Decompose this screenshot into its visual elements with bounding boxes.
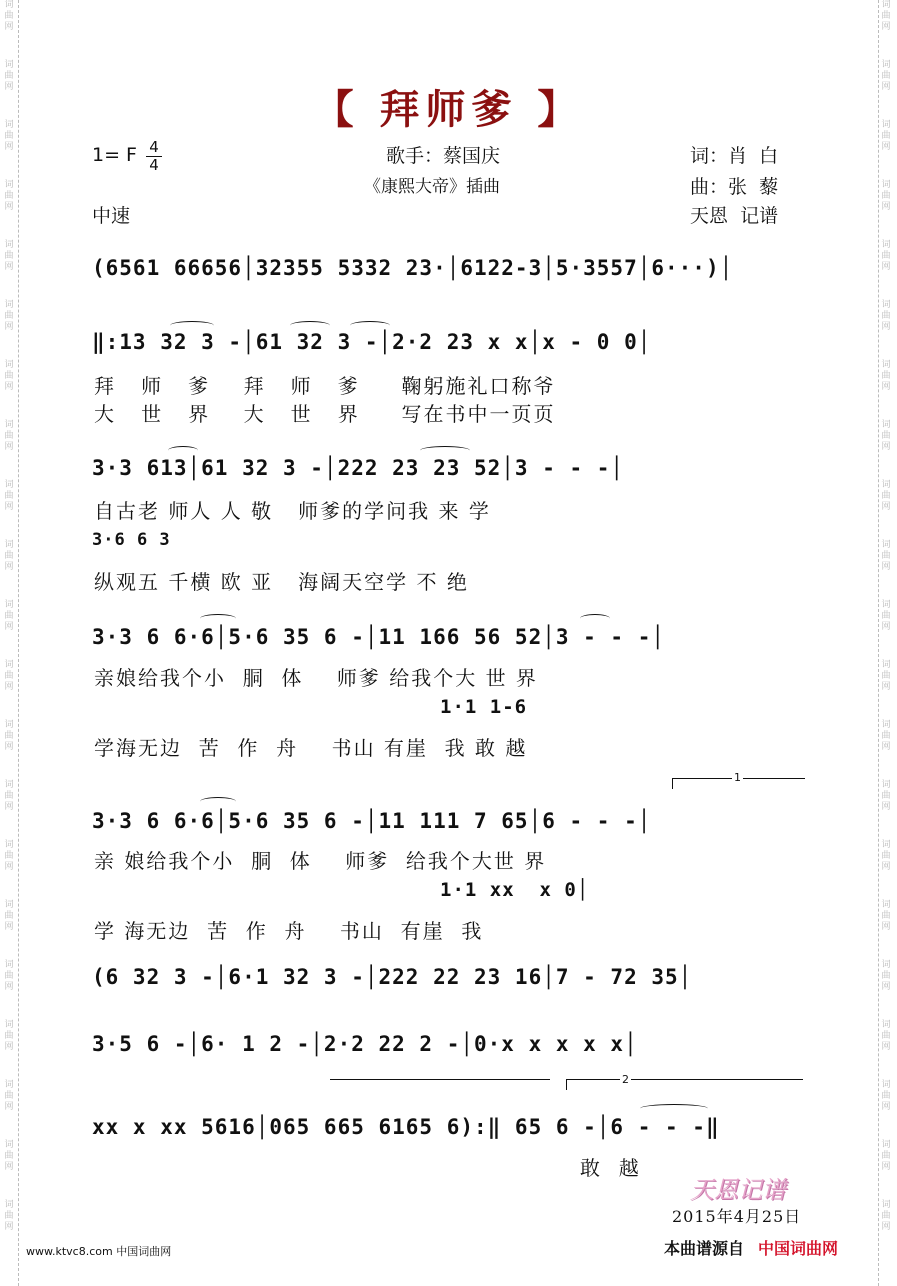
watermark-text: 词 曲 网 bbox=[881, 780, 891, 812]
lyric-line-3b: 学海无边 苦 作 舟 书山 有崖 我 敢 越 bbox=[94, 736, 528, 760]
notes-line-6: 3·5 6 -│6· 1 2 -│2·2 22 2 -│0·x x x x x│ bbox=[92, 1032, 638, 1056]
watermark-text: 词 曲 网 bbox=[881, 0, 891, 32]
watermark-text: 词 曲 网 bbox=[881, 1200, 891, 1232]
notes-line-7: xx x xx 5616│065 665 6165 6):‖ 65 6 -│6 - - -‖ bbox=[92, 1115, 720, 1139]
lyric-line-2a: 自古老 师人 人 敬 师爹的学问我 来 学 bbox=[94, 499, 491, 523]
footer-site: www.ktvc8.com 中国词曲网 bbox=[26, 1245, 172, 1258]
alt-notes-line-2: 3·6 6 3 bbox=[92, 530, 171, 550]
watermark-text: 词 曲 网 bbox=[881, 240, 891, 272]
watermark-text: 词 曲 网 bbox=[4, 960, 14, 992]
slur-mark bbox=[200, 614, 236, 623]
watermark-text: 词 曲 网 bbox=[4, 720, 14, 752]
notes-line-1: ‖:13 32 3 -│61 32 3 -│2·2 23 x x│x - 0 0│ bbox=[92, 330, 652, 354]
watermark-text: 词 曲 网 bbox=[881, 960, 891, 992]
watermark-text: 词 曲 网 bbox=[881, 840, 891, 872]
lyric-line-3a: 亲娘给我个小 胴 体 师爹 给我个大 世 界 bbox=[94, 666, 538, 690]
time-signature bbox=[146, 140, 162, 173]
volta-2-label: 2 bbox=[622, 1073, 629, 1086]
watermark-text: 词 曲 网 bbox=[4, 300, 14, 332]
watermark-text: 词 曲 网 bbox=[4, 540, 14, 572]
notes-line-2: 3·3 613│61 32 3 -│222 23 23 52│3 - - -│ bbox=[92, 456, 625, 480]
slur-mark bbox=[170, 321, 214, 330]
watermark-text: 词 曲 网 bbox=[881, 1140, 891, 1172]
watermark-text: 词 曲 网 bbox=[4, 480, 14, 512]
slur-mark bbox=[200, 797, 236, 806]
tempo: 中速 bbox=[92, 205, 131, 227]
alt-notes-line-4: 1·1 xx x 0│ bbox=[440, 879, 590, 901]
watermark-text: 词 曲 网 bbox=[881, 480, 891, 512]
lyric-line-7: 敢 越 bbox=[580, 1156, 641, 1180]
watermark-text: 词 曲 网 bbox=[4, 900, 14, 932]
watermark-text: 词 曲 网 bbox=[881, 720, 891, 752]
key-signature: 1= F bbox=[92, 144, 137, 166]
source: 《康熙大帝》插曲 bbox=[364, 177, 500, 197]
watermark-text: 词 曲 网 bbox=[4, 240, 14, 272]
transcriber-stamp: 天恩记谱 bbox=[690, 1176, 786, 1204]
intro-line: (6561 66656│32355 5332 23·│6122-3│5·3557│6···)│ bbox=[92, 256, 734, 280]
watermark-text: 词 曲 网 bbox=[4, 840, 14, 872]
slur-mark bbox=[168, 446, 198, 455]
notes-line-3: 3·3 6 6·6│5·6 35 6 -│11 166 56 52│3 - - -│ bbox=[92, 625, 666, 649]
date: 2015年4月25日 bbox=[672, 1207, 802, 1226]
watermark-text: 词 曲 网 bbox=[881, 1080, 891, 1112]
watermark-text: 词 曲 网 bbox=[881, 600, 891, 632]
footer-brand: 中国词曲网 bbox=[758, 1239, 839, 1258]
slur-mark bbox=[290, 321, 330, 330]
footer-source-prefix: 本曲谱源自 bbox=[664, 1239, 745, 1258]
watermark-text: 词 曲 网 bbox=[4, 420, 14, 452]
lyric-line-4a: 亲 娘给我个小 胴 体 师爹 给我个大世 界 bbox=[94, 849, 547, 873]
composer: 曲：张 藜 bbox=[690, 176, 779, 198]
footer-source bbox=[664, 1236, 838, 1259]
ending-bracket-left bbox=[330, 1079, 550, 1080]
watermark-text: 词 曲 网 bbox=[881, 60, 891, 92]
watermark-text: 词 曲 网 bbox=[4, 660, 14, 692]
time-top: 4 bbox=[149, 138, 159, 156]
watermark-text: 词 曲 网 bbox=[4, 600, 14, 632]
notes-line-5: (6 32 3 -│6·1 32 3 -│222 22 23 16│7 - 72 35│ bbox=[92, 965, 693, 989]
page-title: 【 拜师爹 】 bbox=[313, 87, 584, 133]
watermark-text: 词 曲 网 bbox=[4, 1020, 14, 1052]
watermark-text: 词 曲 网 bbox=[881, 420, 891, 452]
lyric-line-2b: 纵观五 千横 欧 亚 海阔天空学 不 绝 bbox=[94, 570, 469, 594]
lyric-line-1a: 拜 师 爹 拜 师 爹 鞠躬施礼口称爷 bbox=[94, 374, 556, 398]
watermark-text: 词 曲 网 bbox=[881, 660, 891, 692]
watermark-text: 词 曲 网 bbox=[4, 1200, 14, 1232]
watermark-text: 词 曲 网 bbox=[881, 300, 891, 332]
watermark-text: 词 曲 网 bbox=[4, 60, 14, 92]
watermark-text: 词 曲 网 bbox=[4, 120, 14, 152]
watermark-text: 词 曲 网 bbox=[4, 0, 14, 32]
singer: 歌手：蔡国庆 bbox=[386, 145, 501, 167]
notes-line-4: 3·3 6 6·6│5·6 35 6 -│11 111 7 65│6 - - -│ bbox=[92, 809, 652, 833]
watermark-text: 词 曲 网 bbox=[881, 120, 891, 152]
lyricist: 词：肖 白 bbox=[690, 145, 779, 167]
slur-mark bbox=[580, 614, 610, 623]
slur-mark bbox=[640, 1104, 708, 1113]
watermark-text: 词 曲 网 bbox=[881, 180, 891, 212]
slur-mark bbox=[420, 446, 470, 455]
watermark-text: 词 曲 网 bbox=[4, 780, 14, 812]
watermark-text: 词 曲 网 bbox=[881, 900, 891, 932]
transcriber: 天恩 记谱 bbox=[690, 205, 779, 227]
watermark-text: 词 曲 网 bbox=[4, 1140, 14, 1172]
volta-2-bracket bbox=[566, 1079, 803, 1090]
alt-notes-line-3: 1·1 1-6 bbox=[440, 696, 528, 718]
lyric-line-1b: 大 世 界 大 世 界 写在书中一页页 bbox=[94, 402, 556, 426]
watermark-text: 词 曲 网 bbox=[4, 1080, 14, 1112]
slur-mark bbox=[350, 321, 390, 330]
time-bottom: 4 bbox=[149, 156, 159, 174]
watermark-text: 词 曲 网 bbox=[881, 1020, 891, 1052]
volta-1-label: 1 bbox=[734, 771, 741, 784]
watermark-text: 词 曲 网 bbox=[881, 360, 891, 392]
watermark-text: 词 曲 网 bbox=[4, 360, 14, 392]
lyric-line-4b: 学 海无边 苦 作 舟 书山 有崖 我 bbox=[94, 919, 484, 943]
watermark-text: 词 曲 网 bbox=[4, 180, 14, 212]
watermark-text: 词 曲 网 bbox=[881, 540, 891, 572]
